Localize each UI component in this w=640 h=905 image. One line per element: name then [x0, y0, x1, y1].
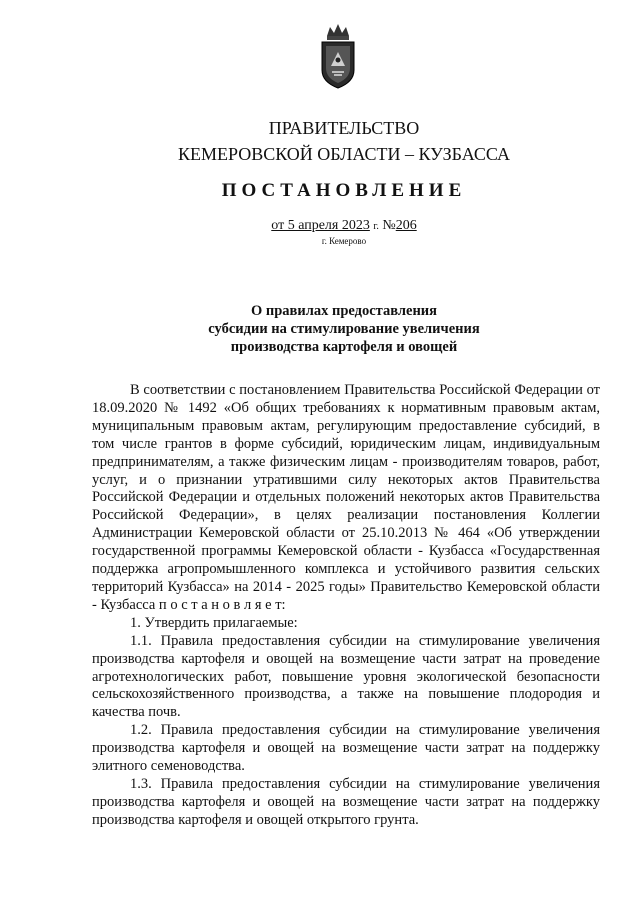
- government-title-line2: КЕМЕРОВСКОЙ ОБЛАСТИ – КУЗБАССА: [178, 144, 510, 164]
- item-1-2: 1.2. Правила предоставления субсидии на стимулирование увеличения производства картофеля и овощей на возмещение части затрат на поддержку элитного семеноводства.: [92, 722, 600, 775]
- date-number-line: [24, 218, 640, 234]
- year-abbr: г.: [373, 221, 379, 232]
- city-label: г. Кемерово: [321, 236, 367, 246]
- item-1-3: 1.3. Правила предоставления субсидии на стимулирование увеличения производства картофеля и овощей на возмещение части затрат на поддержку производства картофеля и овощей открытого грунта.: [92, 775, 600, 828]
- subject-line: О правилах предоставления: [250, 303, 437, 319]
- coat-of-arms-emblem: [318, 22, 358, 90]
- subject-line: субсидии на стимулирование увеличения: [208, 321, 480, 337]
- decree-body: [92, 382, 600, 830]
- preamble-paragraph: В соответствии с постановлением Правительства Российской Федерации от 18.09.2020 № 1492 «Об общих требованиях к нормативным правовым актам, муниципальным правовым актам, регулирующим предоставление субсидий, в том числе грантов в форме субсидий, юридическим лицам, индивидуальным предпринимателям, а также физическим лицам - производителям товаров, работ, услуг, и о признании утратившими силу некоторых актов Правительства Российской Федерации и отдельных положений некоторых актов Правительства Российской Федерации», в целях реализации постановления Коллегии Администрации Кемеровской области от 25.10.2013 № 464 «Об утверждении государственной программы Кемеровской области - Кузбасса «Государственная поддержка агропромышленного комплекса и устойчивого развития сельских территорий Кузбасса» на 2014 - 2025 годы» Правительство Кемеровской области - Кузбасса п о с т а н о в л я е т:: [92, 382, 600, 613]
- decree-subject: [194, 302, 494, 356]
- government-title-line1: ПРАВИТЕЛЬСТВО: [268, 118, 420, 138]
- decree-number: 206: [395, 218, 417, 233]
- item-1-1: 1.1. Правила предоставления субсидии на стимулирование увеличения производства картофеля и овощей на возмещение части затрат на проведение агротехнологических работ, повышение уровня экологической безопасности сельскохозяйственного производства, а также на повышение плодородия и качества почв.: [92, 632, 600, 721]
- number-sign: №: [382, 218, 396, 233]
- decree-date: от 5 апреля 2023: [271, 218, 370, 233]
- item-1: 1. Утвердить прилагаемые:: [130, 614, 298, 631]
- document-type-heading: ПОСТАНОВЛЕНИЕ: [221, 180, 467, 201]
- subject-line: производства картофеля и овощей: [230, 339, 458, 355]
